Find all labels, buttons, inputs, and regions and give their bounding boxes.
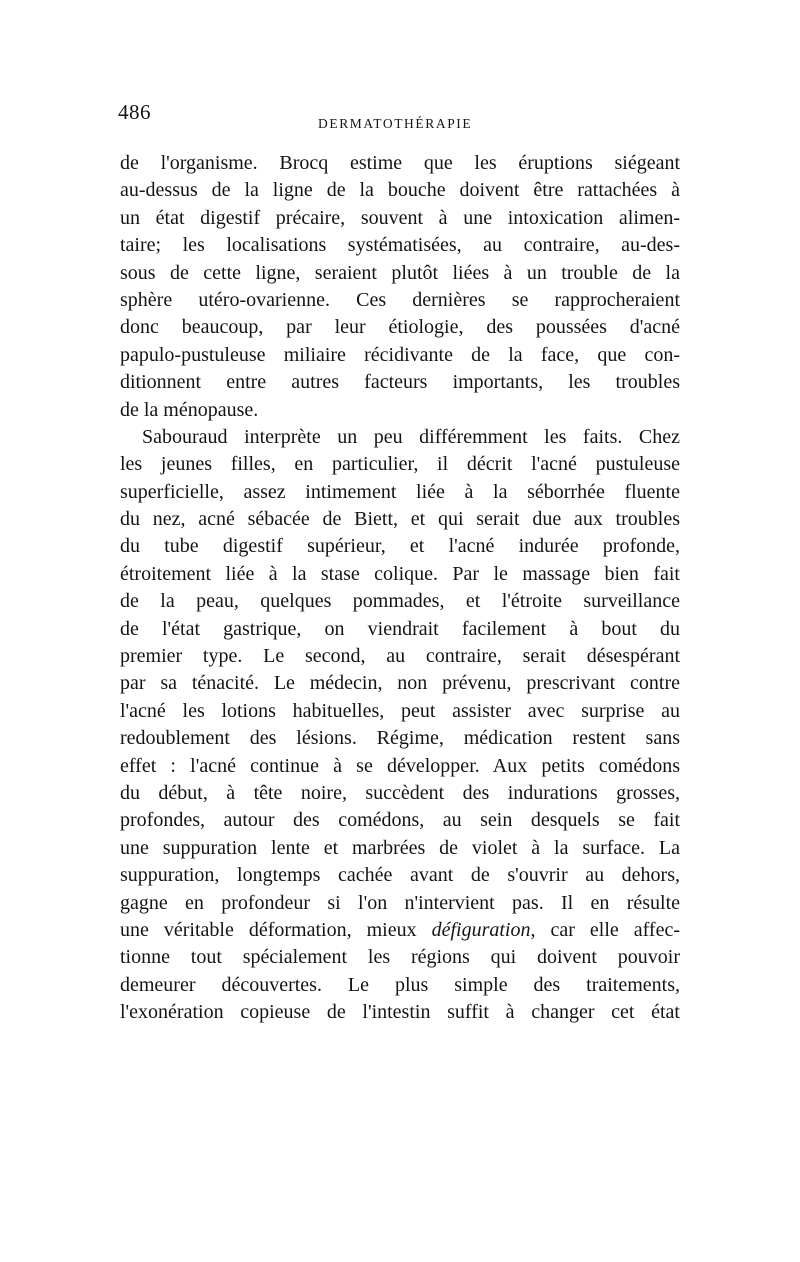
text-line: superficielle, assez intimement liée à la séborrhée fluente <box>120 480 680 503</box>
text-line-with-italic <box>120 917 680 944</box>
paragraph-end-line: de la ménopause. <box>120 398 259 421</box>
body-text <box>120 150 680 1027</box>
text-line: du début, à tête noire, succèdent des indurations grosses, <box>120 781 680 804</box>
page-number: 486 <box>118 100 151 124</box>
text-line: du tube digestif supérieur, et l'acné indurée profonde, <box>120 535 680 558</box>
text-line: papulo-pustuleuse miliaire récidivante de la face, que con- <box>120 343 680 366</box>
text-line: ditionnent entre autres facteurs importants, les troubles <box>120 371 680 394</box>
text-segment: , car elle affec- <box>530 918 680 941</box>
running-head: DERMATOTHÉRAPIE <box>318 116 473 131</box>
text-line: effet : l'acné continue à se développer. Aux petits comédons <box>120 754 680 777</box>
text-line: de la peau, quelques pommades, et l'étroite surveillance <box>120 590 680 613</box>
text-line: gagne en profondeur si l'on n'intervient pas. Il en résulte <box>120 891 680 914</box>
text-line: du nez, acné sébacée de Biett, et qui serait due aux troubles <box>120 508 680 531</box>
text-segment: une véritable déformation, mieux <box>120 918 432 941</box>
text-line: redoublement des lésions. Régime, médication restent sans <box>120 727 680 750</box>
text-line: sphère utéro-ovarienne. Ces dernières se rapprocheraient <box>120 288 680 311</box>
text-line: l'acné les lotions habituelles, peut assister avec surprise au <box>120 699 680 722</box>
text-line: par sa ténacité. Le médecin, non prévenu, prescrivant contre <box>120 672 680 695</box>
text-line: un état digestif précaire, souvent à une intoxication alimen- <box>120 206 680 229</box>
text-line: premier type. Le second, au contraire, serait désespérant <box>120 645 680 668</box>
text-line: donc beaucoup, par leur étiologie, des poussées d'acné <box>120 316 680 339</box>
paragraph-start-line: Sabouraud interprète un peu différemment les faits. Chez <box>142 425 680 448</box>
text-line: une suppuration lente et marbrées de violet à la surface. La <box>120 836 680 859</box>
text-line: de l'organisme. Brocq estime que les éruptions siégeant <box>120 152 680 174</box>
text-line: taire; les localisations systématisées, au contraire, au-des- <box>120 234 680 257</box>
text-line: au-dessus de la ligne de la bouche doivent être rattachées à <box>120 179 680 202</box>
text-line: les jeunes filles, en particulier, il décrit l'acné pustuleuse <box>120 453 680 476</box>
text-line: profondes, autour des comédons, au sein desquels se fait <box>120 809 680 832</box>
italic-term: défiguration <box>431 918 531 941</box>
text-line: étroitement liée à la stase colique. Par le massage bien fait <box>120 562 680 585</box>
text-line: sous de cette ligne, seraient plutôt liées à un trouble de la <box>120 261 680 284</box>
text-line: suppuration, longtemps cachée avant de s'ouvrir au dehors, <box>120 864 680 887</box>
text-line: tionne tout spécialement les régions qui doivent pouvoir <box>120 946 680 969</box>
text-line: l'exonération copieuse de l'intestin suffit à changer cet état <box>120 1001 680 1024</box>
text-line: de l'état gastrique, on viendrait facilement à bout du <box>120 617 680 640</box>
text-line: demeurer découvertes. Le plus simple des traitements, <box>120 973 680 996</box>
